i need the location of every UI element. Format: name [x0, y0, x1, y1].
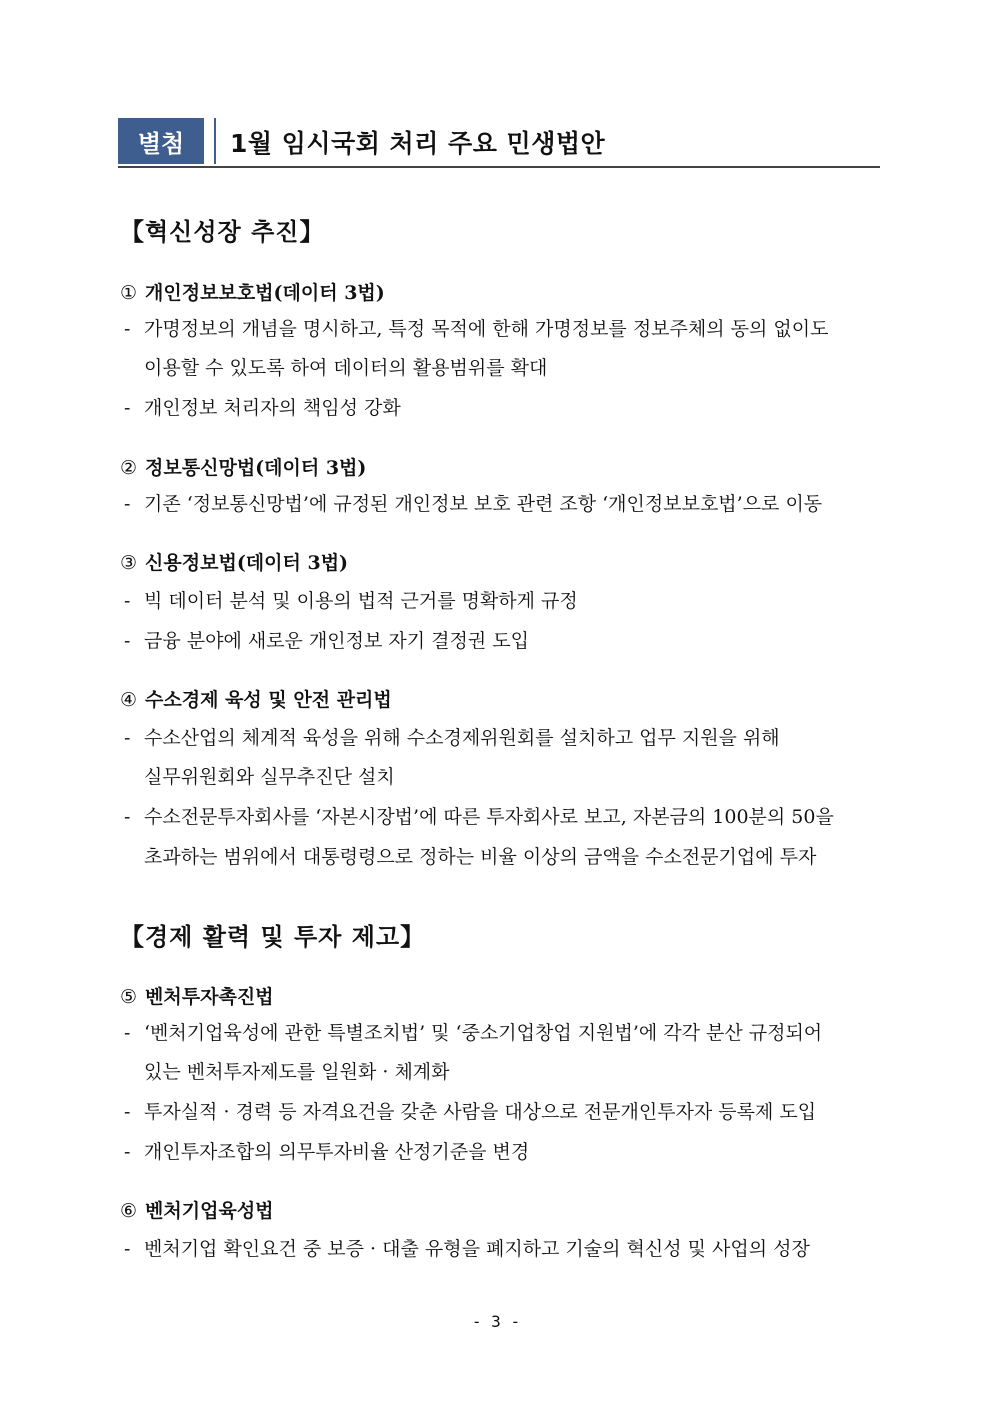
bullet-2-1: - 기존 ‘정보통신망법’에 규정된 개인정보 보호 관련 조항 ‘개인정보보호법’으로 이동: [124, 493, 823, 515]
bullet-1-2: - 개인정보 처리자의 책임성 강화: [124, 397, 401, 419]
bullet-5-2: - 투자실적 · 경력 등 자격요건을 갖춘 사람을 대상으로 전문개인투자자 등록제 도입: [124, 1101, 817, 1123]
bullet-5-3: - 개인투자조합의 의무투자비율 산정기준을 변경: [124, 1141, 530, 1163]
section-title-economy: 【경제 활력 및 투자 제고】: [120, 922, 426, 951]
bullet-5-1-cont: 있는 벤처투자제도를 일원화 · 체계화: [144, 1061, 450, 1083]
bullet-5-1: - ‘벤처기업육성에 관한 특별조치법’ 및 ‘중소기업창업 지원법’에 각각 분산 규정되어: [124, 1022, 823, 1044]
bullet-4-2-cont: 초과하는 범위에서 대통령령으로 정하는 비율 이상의 금액을 수소전문기업에 투자: [144, 846, 817, 868]
annex-header: [118, 116, 880, 168]
item-title-2: ② 정보통신망법(데이터 3법): [120, 457, 367, 479]
bullet-1-1-cont: 이용할 수 있도록 하여 데이터의 활용범위를 확대: [144, 357, 548, 379]
bullet-3-1: - 빅 데이터 분석 및 이용의 법적 근거를 명확하게 규정: [124, 590, 578, 612]
annex-badge: 별첨: [118, 118, 204, 164]
item-title-4: ④ 수소경제 육성 및 안전 관리법: [120, 689, 392, 711]
bullet-3-2: - 금융 분야에 새로운 개인정보 자기 결정권 도입: [124, 630, 529, 652]
bullet-4-1-cont: 실무위원회와 실무추진단 설치: [144, 766, 395, 788]
bullet-4-1: - 수소산업의 체계적 육성을 위해 수소경제위원회를 설치하고 업무 지원을 위해: [124, 727, 780, 749]
item-title-1: ① 개인정보보호법(데이터 3법): [120, 282, 385, 304]
bullet-4-2: - 수소전문투자회사를 ‘자본시장법’에 따른 투자회사로 보고, 자본금의 100분의 50을: [124, 806, 834, 828]
page-number: - 3 -: [471, 1312, 521, 1331]
section-title-innovation: 【혁신성장 추진】: [120, 217, 325, 246]
bullet-1-1: - 가명정보의 개념을 명시하고, 특정 목적에 한해 가명정보를 정보주체의 동의 없이도: [124, 318, 829, 340]
bullet-6-1: - 벤처기업 확인요건 중 보증 · 대출 유형을 폐지하고 기술의 혁신성 및 사업의 성장: [124, 1238, 810, 1260]
item-title-3: ③ 신용정보법(데이터 3법): [120, 552, 349, 574]
header-divider: [214, 118, 216, 164]
item-title-6: ⑥ 벤처기업육성법: [120, 1200, 274, 1222]
page-title: 1월 임시국회 처리 주요 민생법안: [230, 129, 606, 158]
item-title-5: ⑤ 벤처투자촉진법: [120, 986, 274, 1008]
